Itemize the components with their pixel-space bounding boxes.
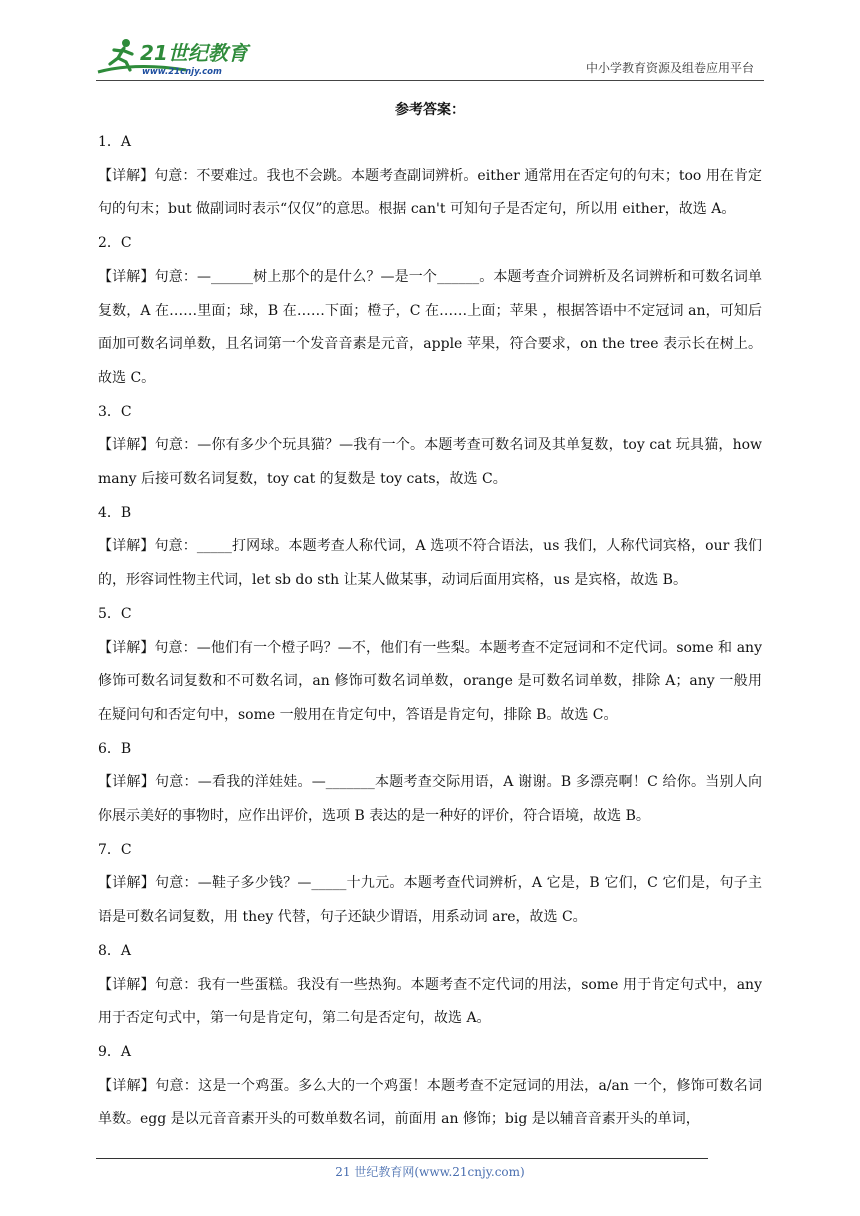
answer-number: 6．B — [98, 740, 132, 757]
logo-text: 21世纪教育 — [140, 41, 248, 65]
runner-logo-icon — [96, 34, 266, 78]
answer-detail: 【详解】句意：—______树上那个的是什么？—是一个______。本题考查介词辨析及名词辨析和可数名词单复数，A 在……里面；球，B 在……下面；橙子，C 在……上面；苹果 ，根据答语中不定冠词 an，可知后面加可数名词单数，且名词第一个发音音素是元音，apple 苹果，符合要求，on the tree 表示长在树上。故选 C。 — [98, 268, 762, 386]
answer-list — [98, 126, 762, 1137]
answer-detail: 【详解】句意：我有一些蛋糕。我没有一些热狗。本题考查不定代词的用法，some 用于肯定句式中，any 用于否定句式中，第一句是肯定句，第二句是否定句，故选 A。 — [98, 976, 762, 1027]
header-platform-text: 中小学教育资源及组卷应用平台 — [585, 61, 754, 75]
answer-detail: 【详解】句意：_____打网球。本题考查人称代词，A 选项不符合语法，us 我们，人称代词宾格，our 我们的，形容词性物主代词，let sb do sth 让某人做某事，动词后面用宾格，us 是宾格，故选 B。 — [98, 538, 762, 589]
logo — [96, 34, 266, 78]
answer-detail: 【详解】句意：—看我的洋娃娃。—_______本题考查交际用语，A 谢谢。B 多漂亮啊！C 给你。当别人向你展示美好的事物时，应作出评价，选项 B 表达的是一种好的评价，符合语境，故选 B。 — [98, 774, 762, 825]
answer-number: 8．A — [98, 942, 132, 959]
answer-number: 9．A — [98, 1043, 132, 1060]
answer-number: 3．C — [98, 403, 132, 420]
answer-detail: 【详解】句意：不要难过。我也不会跳。本题考查副词辨析。either 通常用在否定句的句末；too 用在肯定句的句末；but 做副词时表示“仅仅”的意思。根据 can't 可知句子是否定句，所以用 either，故选 A。 — [98, 167, 762, 218]
answer-number: 1．A — [98, 134, 132, 150]
answer-detail: 【详解】句意：—你有多少个玩具猫？—我有一个。本题考查可数名词及其单复数，toy cat 玩具猫，how many 后接可数名词复数，toy cat 的复数是 toy cats，故选 C。 — [98, 437, 762, 488]
logo-url: www.21cnjy.com — [142, 67, 222, 77]
answer-detail: 【详解】句意：—他们有一个橙子吗？—不，他们有一些梨。本题考查不定冠词和不定代词。some 和 any 修饰可数名词复数和不可数名词，an 修饰可数名词单数，orange 是可数名词单数，排除 A；any 一般用在疑问句和否定句中，some 一般用在肯定句中，答语是肯定句，排除 B。故选 C。 — [98, 639, 762, 723]
answer-number: 7．C — [98, 841, 132, 858]
page-title: 参考答案： — [395, 102, 465, 118]
footer-divider — [96, 1158, 708, 1159]
answer-detail: 【详解】句意：—鞋子多少钱？—_____十九元。本题考查代词辨析，A 它是，B 它们，C 它们是，句子主语是可数名词复数，用 they 代替，句子还缺少谓语，用系动词 are，故选 C。 — [98, 875, 762, 926]
answer-number: 5．C — [98, 605, 132, 622]
answer-number: 4．B — [98, 504, 132, 521]
page-header — [96, 34, 764, 81]
answer-number: 2．C — [98, 235, 132, 252]
answer-detail: 【详解】句意：这是一个鸡蛋。多么大的一个鸡蛋！本题考查不定冠词的用法，a/an 一个，修饰可数名词单数。egg 是以元音音素开头的可数单数名词，前面用 an 修饰；big 是以辅音音素开头的单词， — [98, 1077, 762, 1128]
page-footer: 21 世纪教育网(www.21cnjy.com) — [335, 1165, 525, 1179]
